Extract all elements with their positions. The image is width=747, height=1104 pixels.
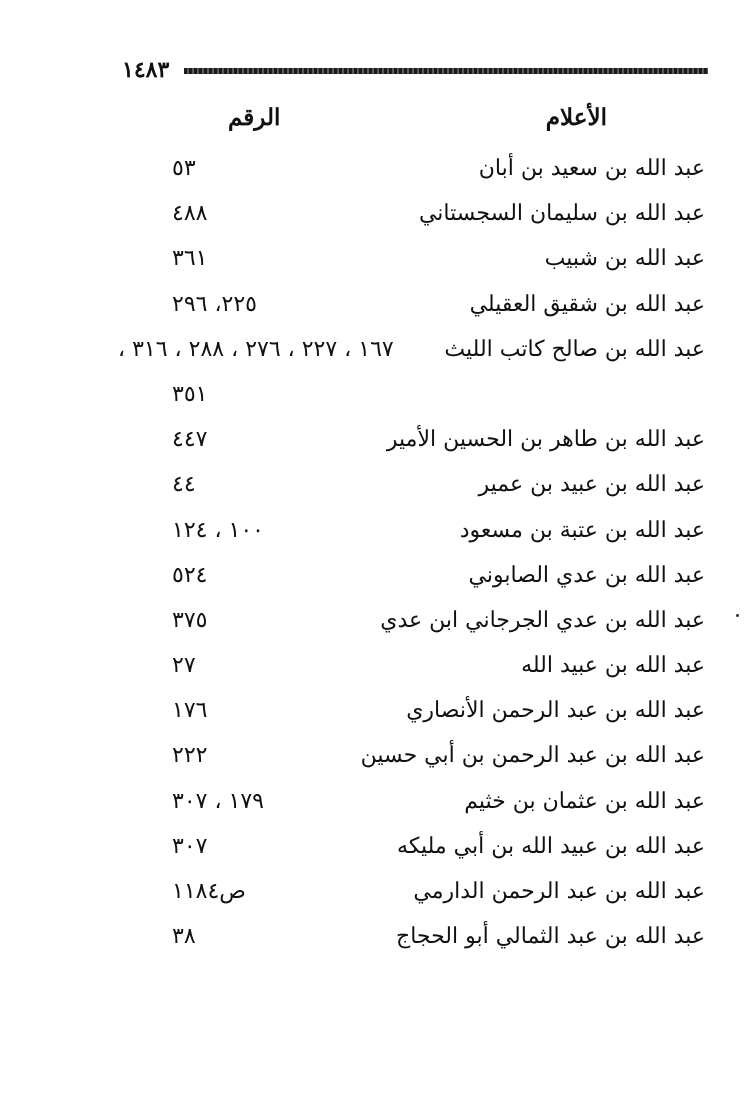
entry-name: عبد الله بن صالح كاتب الليث: [444, 336, 705, 362]
index-entry: [0, 518, 747, 563]
entry-name: عبد الله بن سليمان السجستاني: [418, 201, 705, 227]
entry-number: ٥٣: [172, 156, 196, 181]
entry-number: ٢٧: [172, 653, 196, 679]
entry-name: عبد الله بن عبد الرحمن الدارمي: [413, 879, 705, 904]
page-header: [122, 56, 708, 84]
index-entry: [0, 743, 747, 788]
index-entry: [0, 789, 747, 834]
margin-dot: [736, 614, 739, 617]
entry-name: عبد الله بن عتبة بن مسعود: [459, 517, 705, 543]
index-entry: [0, 879, 747, 924]
entry-number: ٣٦١: [172, 246, 208, 272]
index-entry: [0, 472, 747, 517]
entry-name: عبد الله بن عدي الجرجاني ابن عدي: [380, 607, 705, 633]
entry-number: ٤٤: [172, 472, 196, 498]
entry-name: عبد الله بن عبيد الله بن أبي مليكه: [397, 833, 705, 859]
entry-number: ٤٨٨: [172, 201, 208, 227]
index-entry-continuation: [0, 382, 747, 427]
index-entry: [0, 834, 747, 879]
numbers-column-heading: الرقم: [228, 104, 281, 131]
entry-name: عبد الله بن عثمان بن خثيم: [464, 788, 705, 814]
entry-name: عبد الله بن شبيب: [544, 246, 705, 272]
page-number: ١٤٨٣: [122, 57, 170, 83]
entry-name: عبد الله بن عبد الرحمن الأنصاري: [406, 698, 705, 724]
entry-name: عبد الله بن عبيد الله: [521, 653, 705, 679]
entry-number: ٣٨: [172, 924, 196, 950]
entry-name: عبد الله بن عدي الصابوني: [468, 562, 705, 588]
entry-number: ١٧٩ ، ٣٠٧: [172, 788, 264, 814]
entry-number: ٢٢٢: [172, 743, 208, 769]
index-entry: [0, 427, 747, 472]
index-entry: [0, 653, 747, 698]
entry-name: عبد الله بن سعيد بن أبان: [478, 156, 705, 181]
entry-name: عبد الله بن شقيق العقيلي: [469, 291, 705, 317]
entry-number: ٣٥١: [172, 381, 208, 407]
column-headers: [0, 104, 747, 140]
entry-number: ٤٤٧: [172, 427, 208, 453]
entry-number: ١٦٧ ، ٢٢٧ ، ٢٧٦ ، ٢٨٨ ، ٣١٦ ،: [118, 336, 394, 362]
entry-number: ٣٧٥: [172, 607, 208, 633]
entry-name: عبد الله بن عبد الثمالي أبو الحجاج: [396, 924, 705, 950]
header-rule: [184, 68, 708, 74]
index-entries: [0, 156, 747, 969]
index-entry: [0, 608, 747, 653]
index-entry: [0, 201, 747, 246]
entry-number: ٢٢٥، ٢٩٦: [172, 291, 257, 317]
names-column-heading: الأعلام: [545, 104, 607, 131]
index-entry: [0, 563, 747, 608]
entry-name: عبد الله بن عبد الرحمن بن أبي حسين: [360, 743, 705, 769]
index-entry: [0, 698, 747, 743]
index-entry: [0, 156, 747, 201]
index-entry: [0, 246, 747, 291]
entry-number: ٣٠٧: [172, 833, 208, 859]
index-entry: [0, 292, 747, 337]
entry-number: ١٧٦: [172, 698, 208, 724]
index-entry: [0, 337, 747, 382]
entry-name: عبد الله بن عبيد بن عمير: [478, 472, 705, 498]
entry-number: ٥٢٤: [172, 562, 208, 588]
index-entry: [0, 924, 747, 969]
entry-name: عبد الله بن طاهر بن الحسين الأمير: [386, 427, 705, 453]
entry-number: ص١١٨٤: [172, 879, 246, 904]
entry-number: ١٠٠ ، ١٢٤: [172, 517, 264, 543]
